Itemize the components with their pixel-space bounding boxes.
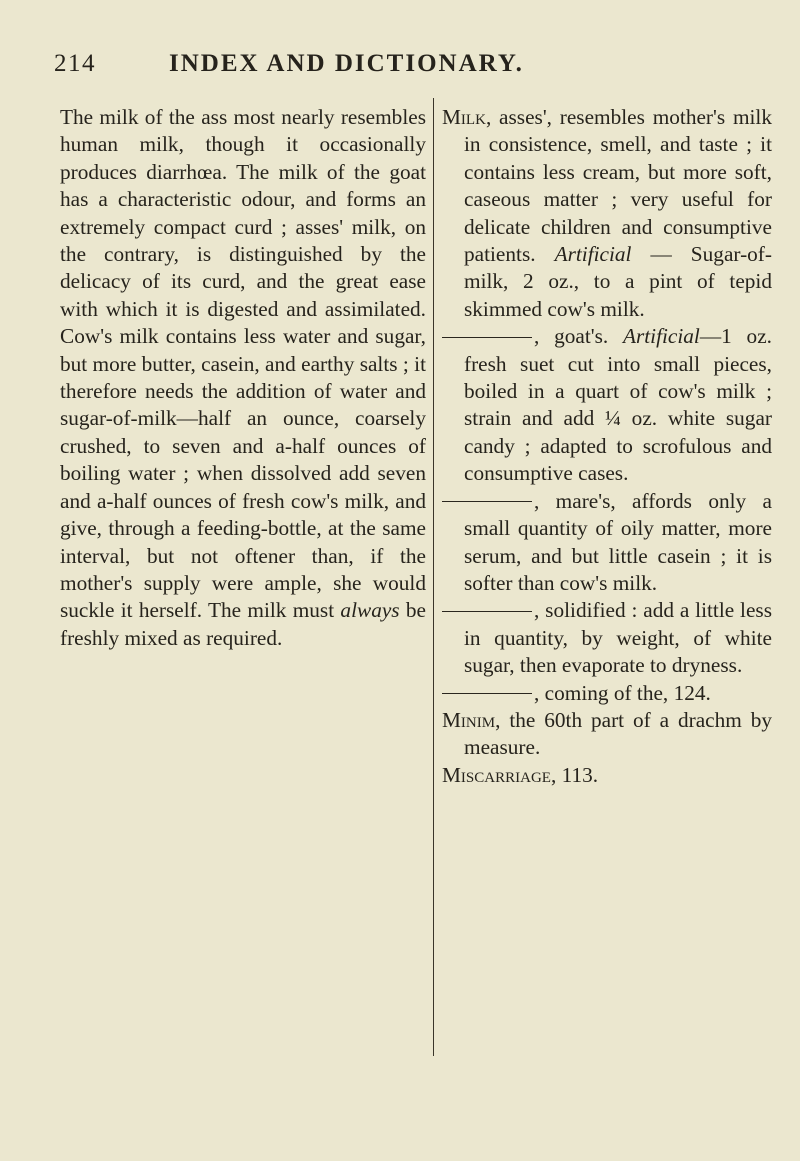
right-column — [442, 104, 772, 789]
entry-miscarriage-text: , 113. — [550, 762, 599, 787]
entry-milk-coming-text: , coming of the, 124. — [534, 680, 711, 705]
headword-minim: Minim — [442, 707, 496, 732]
entry-milk-goats-text: , goat's. — [534, 324, 623, 349]
ditto-dash — [442, 693, 532, 694]
entry-milk-solidified — [442, 597, 772, 679]
entry-milk-asses-text: , asses', resembles mother's milk in consistence, smell, and taste ; it contains less cream, but more soft, caseous matter ; very useful for delicate children and consumptive patients. — [464, 105, 772, 267]
milk-paragraph-end: be freshly mixed as required. — [60, 598, 426, 650]
entry-milk-mares — [442, 488, 772, 598]
page-number: 214 — [54, 50, 96, 77]
entry-milk-solidified-text: , solidified : add a little less in quantity, by weight, of white sugar, then evaporate to dryness. — [464, 598, 772, 678]
milk-paragraph-text: The milk of the ass most nearly resembles human milk, though it occasionally produces diarrhœa. The milk of the goat has a characteristic odour, and forms an extremely compact curd ; asses' milk, on the contrary, is distinguished by the delicacy of its curd, and the great ease with which it is digested and assimilated. Cow's milk contains less water and sugar, but more butter, casein, and earthy salts ; it therefore needs the addition of water and sugar-of-milk—half an ounce, coarsely crushed, to seven and a-half ounces of boiling water ; when dissolved add seven and a-half ounces of fresh cow's milk, and give, through a feeding-bottle, at the same interval, but not oftener than, if the mother's supply were ample, she would suckle it herself. The milk must — [60, 105, 426, 623]
entry-miscarriage — [442, 762, 772, 789]
headword-miscarriage: Miscarriage — [442, 762, 551, 787]
milk-paragraph-italic: always — [340, 598, 400, 623]
entry-milk-coming — [442, 680, 772, 707]
entry-milk-mares-text: , mare's, affords only a small quantity of oily matter, more serum, and but little casein ; it is softer than cow's milk. — [464, 488, 772, 595]
entry-milk-goats — [442, 323, 772, 487]
ditto-dash — [442, 501, 532, 502]
page-header — [54, 50, 754, 86]
column-divider — [433, 98, 434, 1056]
entry-minim — [442, 707, 772, 762]
milk-paragraph — [60, 104, 426, 652]
entry-milk-asses — [442, 104, 772, 323]
running-head: INDEX AND DICTIONARY. — [169, 50, 524, 77]
entry-minim-text: , the 60th part of a drachm by measure. — [464, 707, 772, 760]
headword-milk: Milk — [442, 105, 486, 129]
ditto-dash — [442, 337, 532, 338]
left-column — [60, 104, 426, 652]
entry-milk-goats-end: —1 oz. fresh suet cut into small pieces, boiled in a quart of cow's milk ; strain and add ¼ oz. white sugar candy ; adapted to scrofulous and consumptive cases. — [464, 324, 772, 486]
entry-milk-goats-italic: Artificial — [622, 324, 700, 349]
entry-milk-asses-italic: Artificial — [554, 242, 632, 267]
entry-milk-asses-end: — Sugar-of-milk, 2 oz., to a pint of tepid skimmed cow's milk. — [464, 242, 772, 321]
ditto-dash — [442, 611, 532, 612]
